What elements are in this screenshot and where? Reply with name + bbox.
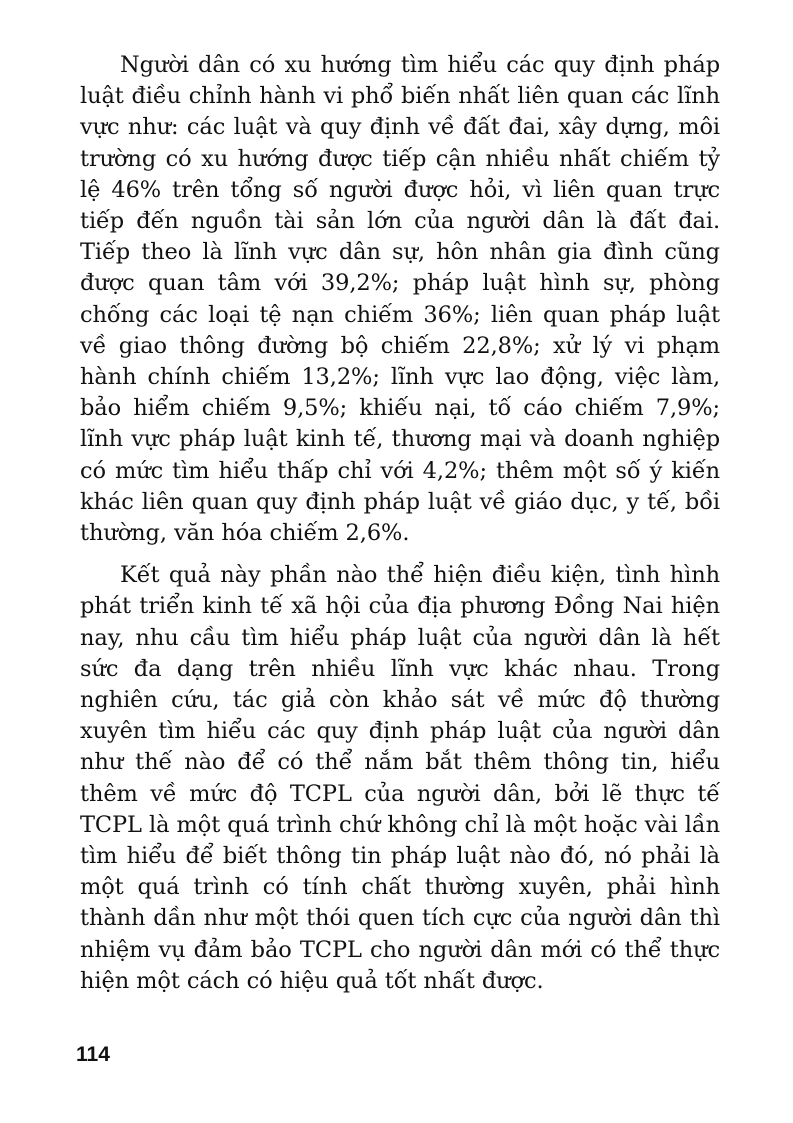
body-text [80, 50, 720, 997]
paragraph-1: Người dân có xu hướng tìm hiểu các quy định pháp luật điều chỉnh hành vi phổ biến nhất liên quan các lĩnh vực như: các luật và quy định về đất đai, xây dựng, môi trường có xu hướng được tiếp cận nhiều nhất chiếm tỷ lệ 46% trên tổng số người được hỏi, vì liên quan trực tiếp đến nguồn tài sản lớn của người dân là đất đai. Tiếp theo là lĩnh vực dân sự, hôn nhân gia đình cũng được quan tâm với 39,2%; pháp luật hình sự, phòng chống các loại tệ nạn chiếm 36%; liên quan pháp luật về giao thông đường bộ chiếm 22,8%; xử lý vi phạm hành chính chiếm 13,2%; lĩnh vực lao động, việc làm, bảo hiểm chiếm 9,5%; khiếu nại, tố cáo chiếm 7,9%; lĩnh vực pháp luật kinh tế, thương mại và doanh nghiệp có mức tìm hiểu thấp chỉ với 4,2%; thêm một số ý kiến khác liên quan quy định pháp luật về giáo dục, y tế, bồi thường, văn hóa chiếm 2,6%. [80, 52, 720, 547]
page-number: 114 [76, 1043, 110, 1066]
paragraph-2: Kết quả này phần nào thể hiện điều kiện, tình hình phát triển kinh tế xã hội của địa phương Đồng Nai hiện nay, nhu cầu tìm hiểu pháp luật của người dân là hết sức đa dạng trên nhiều lĩnh vực khác nhau. Trong nghiên cứu, tác giả còn khảo sát về mức độ thường xuyên tìm hiểu các quy định pháp luật của người dân như thế nào để có thể nắm bắt thêm thông tin, hiểu thêm về mức độ TCPL của người dân, bởi lẽ thực tế TCPL là một quá trình chứ không chỉ là một hoặc vài lần tìm hiểu để biết thông tin pháp luật nào đó, nó phải là một quá trình có tính chất thường xuyên, phải hình thành dần như một thói quen tích cực của người dân thì nhiệm vụ đảm bảo TCPL cho người dân mới có thể thực hiện một cách có hiệu quả tốt nhất được. [80, 562, 720, 994]
